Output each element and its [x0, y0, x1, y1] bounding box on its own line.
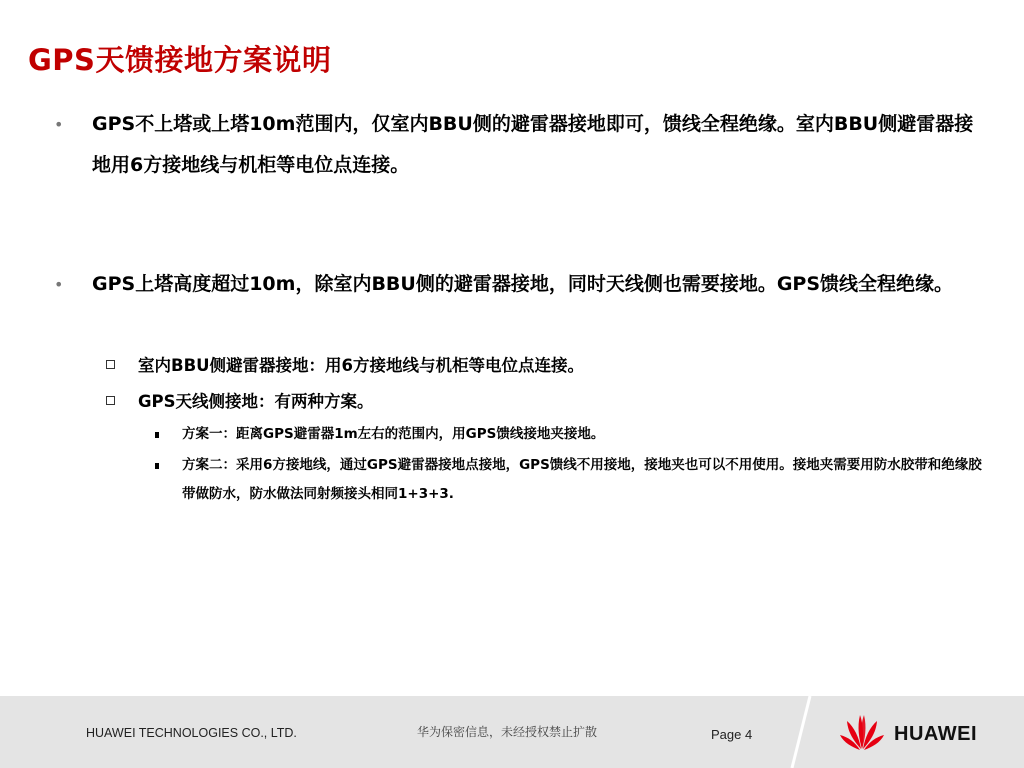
slide-title: GPS天馈接地方案说明 — [28, 43, 332, 77]
page-number: Page 4 — [711, 727, 753, 742]
brand-wordmark: HUAWEI — [894, 723, 977, 745]
bullet-dot-icon: • — [54, 115, 64, 134]
square-bullet-icon — [106, 360, 115, 369]
bullet-text: GPS上塔高度超过10m，除室内BBU侧的避雷器接地，同时天线侧也需要接地。GPS馈线全程绝缘。 — [92, 273, 954, 295]
bullet-item-1 — [54, 104, 992, 186]
slide-footer — [0, 696, 1024, 768]
sub-bullet-text: 室内BBU侧避雷器接地：用6方接地线与机柜等电位点连接。 — [138, 356, 585, 375]
sub-sub-bullet-item-1 — [182, 420, 982, 449]
bullet-text: GPS不上塔或上塔10m范围内，仅室内BBU侧的避雷器接地即可，馈线全程绝缘。室内BBU侧避雷器接地用6方接地线与机柜等电位点连接。 — [92, 113, 974, 176]
small-square-bullet-icon — [155, 463, 159, 469]
sub-sub-bullet-item-2 — [182, 451, 982, 509]
square-bullet-icon — [106, 396, 115, 405]
company-name: HUAWEI TECHNOLOGIES CO., LTD. — [86, 726, 297, 740]
footer-divider-icon — [770, 696, 830, 768]
sub-bullet-item-2 — [138, 387, 978, 417]
sub-bullet-text: GPS天线侧接地：有两种方案。 — [138, 392, 374, 411]
sub-sub-bullet-text: 方案一：距离GPS避雷器1m左右的范围内，用GPS馈线接地夹接地。 — [182, 426, 605, 442]
sub-bullet-item-1 — [138, 351, 978, 381]
confidentiality-notice: 华为保密信息，未经授权禁止扩散 — [417, 725, 598, 739]
bullet-dot-icon: • — [54, 275, 64, 294]
bullet-item-2 — [54, 264, 992, 305]
small-square-bullet-icon — [155, 432, 159, 438]
huawei-petal-logo-icon — [838, 711, 886, 753]
sub-sub-bullet-text: 方案二：采用6方接地线，通过GPS避雷器接地点接地，GPS馈线不用接地，接地夹也可以不用使用。接地夹需要用防水胶带和绝缘胶带做防水，防水做法同射频接头相同1+3+3. — [182, 457, 982, 502]
